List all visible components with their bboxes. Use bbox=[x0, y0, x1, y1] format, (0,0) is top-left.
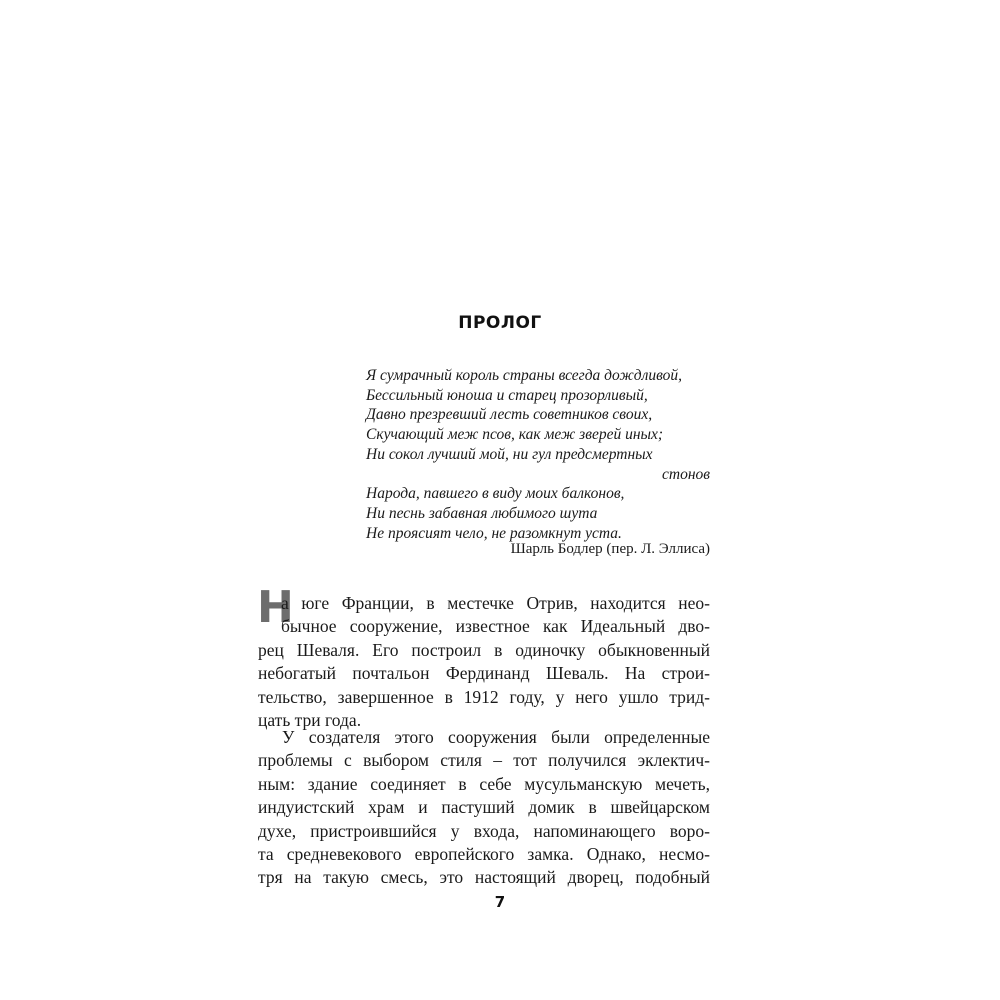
text-line: ным: здание соединяет в себе мусульманскую мечеть, bbox=[258, 773, 710, 794]
epigraph-line: стонов bbox=[662, 465, 710, 483]
epigraph-attribution: Шарль Бодлер (пер. Л. Эллиса) bbox=[510, 541, 710, 557]
drop-cap: Н bbox=[257, 582, 294, 633]
text-line: бычное сооружение, известное как Идеальный дво- bbox=[281, 616, 710, 637]
text-line: рец Шеваля. Его построил в одиночку обыкновенный bbox=[258, 639, 710, 660]
text-line: а юге Франции, в местечке Отрив, находится нео- bbox=[281, 593, 710, 613]
epigraph-line: Ни песнь забавная любимого шута bbox=[366, 504, 598, 522]
epigraph-line: Я сумрачный король страны всегда дождливой, bbox=[366, 367, 683, 384]
epigraph-line: Ни сокол лучший мой, ни гул предсмертных bbox=[366, 445, 653, 463]
text-line: проблемы с выбором стиля – тот получился эклектич- bbox=[258, 750, 710, 771]
text-line: тря на такую смесь, это настоящий дворец, подобный bbox=[258, 867, 710, 888]
text-line: небогатый почтальон Фердинанд Шеваль. На строи- bbox=[258, 663, 710, 684]
page-number: 7 bbox=[494, 893, 506, 911]
text-line: индуистский храм и пастуший домик в швейцарском bbox=[258, 797, 710, 818]
epigraph-line: Не проясият чело, не разомкнут уста. bbox=[366, 524, 622, 542]
text-line: тельство, завершенное в 1912 году, у него ушло трид- bbox=[258, 686, 710, 707]
text-line: духе, пристроившийся у входа, напоминающего воро- bbox=[258, 820, 710, 841]
text-line: цать три года. bbox=[258, 710, 362, 731]
paragraph-2 bbox=[258, 726, 710, 890]
epigraph-line: Бессильный юноша и старец прозорливый, bbox=[366, 386, 648, 404]
text-line: У создателя этого сооружения были определенные bbox=[282, 727, 710, 747]
epigraph-line: Скучающий меж псов, как меж зверей иных; bbox=[366, 426, 664, 444]
chapter-title: ПРОЛОГ bbox=[458, 313, 542, 333]
paragraph-1 bbox=[258, 592, 710, 732]
epigraph-line: Народа, павшего в виду моих балконов, bbox=[366, 485, 625, 503]
epigraph bbox=[366, 366, 710, 543]
text-line: та средневекового европейского замка. Однако, несмо- bbox=[258, 844, 710, 865]
epigraph-line: Давно презревший лесть советников своих, bbox=[366, 406, 653, 424]
